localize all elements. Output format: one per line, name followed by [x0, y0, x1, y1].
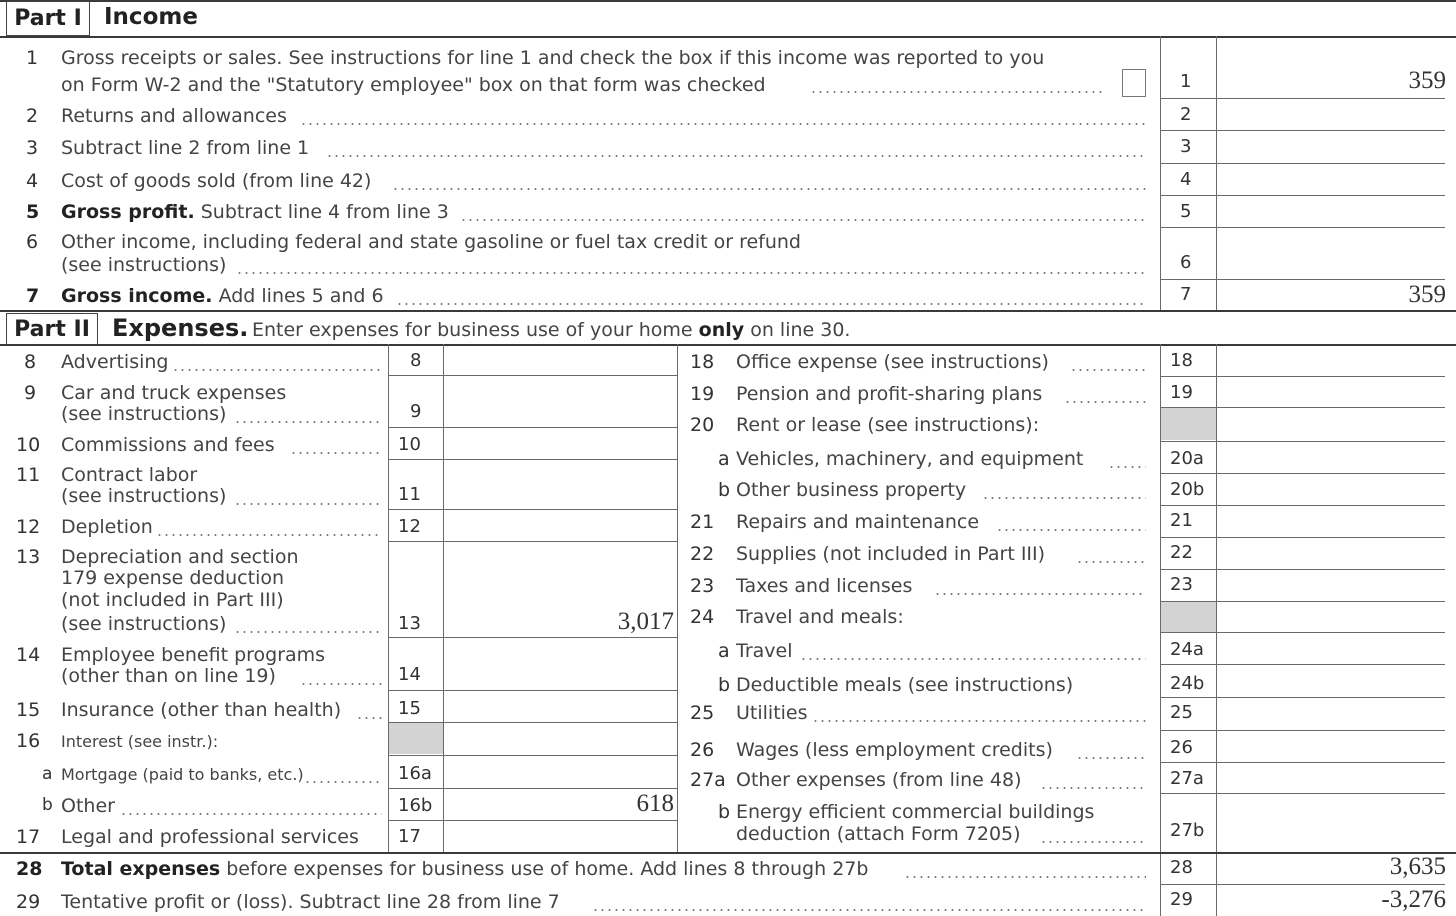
line-20b-letter: b: [718, 479, 731, 501]
line-2-text: Returns and allowances: [61, 105, 287, 127]
line-1-text-a: Gross receipts or sales. See instructions for line 1 and check the box if this income was reported to you: [61, 47, 1045, 69]
box-6-label: 6: [1180, 252, 1192, 273]
box-13-label: 13: [398, 613, 421, 634]
line-14-number: 14: [16, 644, 41, 666]
line-24b-text: Deductible meals (see instructions): [736, 674, 1074, 696]
line-18-text: Office expense (see instructions): [736, 351, 1049, 373]
line-23-text: Taxes and licenses: [736, 575, 913, 597]
line-17-number: 17: [16, 826, 41, 848]
line-11-text-a: Contract labor: [61, 464, 198, 486]
line-16a-letter: a: [42, 764, 53, 784]
line-27b-letter: b: [718, 801, 731, 823]
box-5-label: 5: [1180, 201, 1192, 222]
line-7-number: 7: [26, 285, 40, 307]
box-24b-label: 24b: [1170, 673, 1205, 694]
line-28-number: 28: [16, 858, 43, 880]
box-16b-label: 16b: [398, 795, 433, 816]
line-19-number: 19: [690, 383, 715, 405]
line-12-number: 12: [16, 516, 41, 538]
line-6-number: 6: [26, 231, 39, 253]
line-25-number: 25: [690, 702, 715, 724]
part2-subtitle-a: Enter expenses for business use of your home: [252, 319, 693, 341]
line-14-text-a: Employee benefit programs: [61, 644, 326, 666]
line-13-text-a: Depreciation and section: [61, 546, 299, 568]
part1-tag: Part I: [6, 1, 90, 36]
line-13-text-c: (not included in Part III): [61, 589, 284, 611]
line-9-number: 9: [24, 382, 37, 404]
line-23-number: 23: [690, 575, 715, 597]
box-29-label: 29: [1170, 889, 1193, 910]
line-21-text: Repairs and maintenance: [736, 511, 980, 533]
line-24a-text: Travel: [736, 640, 793, 662]
line-12-text: Depletion: [61, 516, 153, 538]
line-29-amount: -3,276: [1381, 886, 1446, 913]
line-16b-amount: 618: [636, 790, 674, 817]
line-1-amount: 359: [1408, 67, 1446, 94]
line-13-text-b: 179 expense deduction: [61, 567, 285, 589]
line-7-amount: 359: [1408, 281, 1446, 308]
box-21-label: 21: [1170, 510, 1193, 531]
line-13-text-d: (see instructions): [61, 613, 227, 635]
statutory-employee-checkbox[interactable]: [1122, 69, 1146, 97]
line-29-number: 29: [16, 891, 41, 913]
line-26-number: 26: [690, 739, 715, 761]
line-7-label: [61, 285, 384, 307]
box-20a-label: 20a: [1170, 448, 1204, 469]
line-20-number: 20: [690, 414, 715, 436]
box-8-label: 8: [410, 350, 422, 371]
box-19-label: 19: [1170, 382, 1193, 403]
box-17-label: 17: [398, 826, 421, 847]
line-22-number: 22: [690, 543, 715, 565]
part1-title: Income: [104, 4, 198, 30]
line-27a-number: 27a: [690, 769, 726, 791]
line-10-text: Commissions and fees: [61, 434, 275, 456]
line-13-number: 13: [16, 546, 41, 568]
line-29-text: Tentative profit or (loss). Subtract line 28 from line 7: [61, 891, 560, 913]
line-27a-text: Other expenses (from line 48): [736, 769, 1022, 791]
line-20b-text: Other business property: [736, 479, 967, 501]
line-28-label: [61, 858, 868, 880]
box-9-label: 9: [410, 401, 422, 422]
line-6-text-b: (see instructions): [61, 254, 227, 276]
box-11-label: 11: [398, 484, 421, 505]
box-26-label: 26: [1170, 737, 1193, 758]
box-4-label: 4: [1180, 169, 1192, 190]
box-12-label: 12: [398, 516, 421, 537]
line-22-text: Supplies (not included in Part III): [736, 543, 1046, 565]
line-24a-letter: a: [718, 640, 730, 662]
box-25-label: 25: [1170, 702, 1193, 723]
line-27b-text-b: deduction (attach Form 7205): [736, 823, 1021, 845]
line-17-text: Legal and professional services: [61, 826, 359, 848]
line-26-text: Wages (less employment credits): [736, 739, 1053, 761]
part2-title: Expenses.: [112, 314, 249, 342]
line-16b-letter: b: [42, 795, 53, 815]
part2-subtitle: [252, 319, 850, 341]
line-11-number: 11: [16, 464, 41, 486]
line-21-number: 21: [690, 511, 715, 533]
line-24b-letter: b: [718, 674, 731, 696]
box-20b-label: 20b: [1170, 479, 1205, 500]
line-5-number: 5: [26, 201, 40, 223]
line-24-text: Travel and meals:: [736, 606, 904, 628]
line-8-number: 8: [24, 351, 37, 373]
line-3-text: Subtract line 2 from line 1: [61, 137, 310, 159]
line-15-text: Insurance (other than health): [61, 699, 342, 721]
line-2-number: 2: [26, 105, 39, 127]
box-7-label: 7: [1180, 284, 1192, 305]
line-10-number: 10: [16, 434, 41, 456]
box-14-label: 14: [398, 664, 421, 685]
line-20a-text: Vehicles, machinery, and equipment: [736, 448, 1084, 470]
box-2-label: 2: [1180, 104, 1192, 125]
line-5-label: [61, 201, 449, 223]
line-19-text: Pension and profit-sharing plans: [736, 383, 1043, 405]
line-1-number: 1: [26, 47, 39, 69]
line-6-text-a: Other income, including federal and state gasoline or fuel tax credit or refund: [61, 231, 801, 253]
line-3-number: 3: [26, 137, 39, 159]
line-4-number: 4: [26, 170, 39, 192]
line-27b-text-a: Energy efficient commercial buildings: [736, 801, 1095, 823]
box-24a-label: 24a: [1170, 639, 1204, 660]
line-28-text: before expenses for business use of home. Add lines 8 through 27b: [226, 858, 869, 880]
line-5-bold: Gross profit.: [61, 201, 195, 223]
line-5-text: Subtract line 4 from line 3: [200, 201, 449, 223]
line-25-text: Utilities: [736, 702, 808, 724]
part2-tag: Part II: [6, 313, 98, 345]
box-28-label: 28: [1170, 857, 1193, 878]
line-18-number: 18: [690, 351, 715, 373]
line-14-text-b: (other than on line 19): [61, 665, 276, 687]
box-22-label: 22: [1170, 542, 1193, 563]
line-7-bold: Gross income.: [61, 285, 213, 307]
line-16b-text: Other: [61, 795, 115, 817]
line-9-text-a: Car and truck expenses: [61, 382, 287, 404]
box-3-label: 3: [1180, 136, 1192, 157]
line-8-text: Advertising: [61, 351, 169, 373]
box-18-label: 18: [1170, 350, 1193, 371]
line-20a-letter: a: [718, 448, 730, 470]
box-23-label: 23: [1170, 574, 1193, 595]
box-1-label: 1: [1180, 71, 1192, 92]
box-27a-label: 27a: [1170, 768, 1204, 789]
line-28-amount: 3,635: [1389, 853, 1446, 880]
line-16-text: Interest (see instr.):: [61, 732, 219, 751]
line-24-number: 24: [690, 606, 715, 628]
line-13-amount: 3,017: [617, 608, 674, 635]
part2-subtitle-bold: only: [698, 319, 745, 341]
line-16-number: 16: [16, 730, 41, 752]
line-28-bold: Total expenses: [61, 858, 221, 880]
box-10-label: 10: [398, 434, 421, 455]
line-1-text-b: on Form W-2 and the "Statutory employee" box on that form was checked: [61, 74, 766, 96]
line-11-text-b: (see instructions): [61, 485, 227, 507]
line-16a-text: Mortgage (paid to banks, etc.): [61, 765, 304, 784]
part2-subtitle-b: on line 30.: [750, 319, 851, 341]
line-4-text: Cost of goods sold (from line 42): [61, 170, 372, 192]
box-16a-label: 16a: [398, 763, 432, 784]
box-27b-label: 27b: [1170, 820, 1205, 841]
line-9-text-b: (see instructions): [61, 403, 227, 425]
line-7-text: Add lines 5 and 6: [218, 285, 384, 307]
line-15-number: 15: [16, 699, 41, 721]
line-20-text: Rent or lease (see instructions):: [736, 414, 1040, 436]
box-15-label: 15: [398, 698, 421, 719]
